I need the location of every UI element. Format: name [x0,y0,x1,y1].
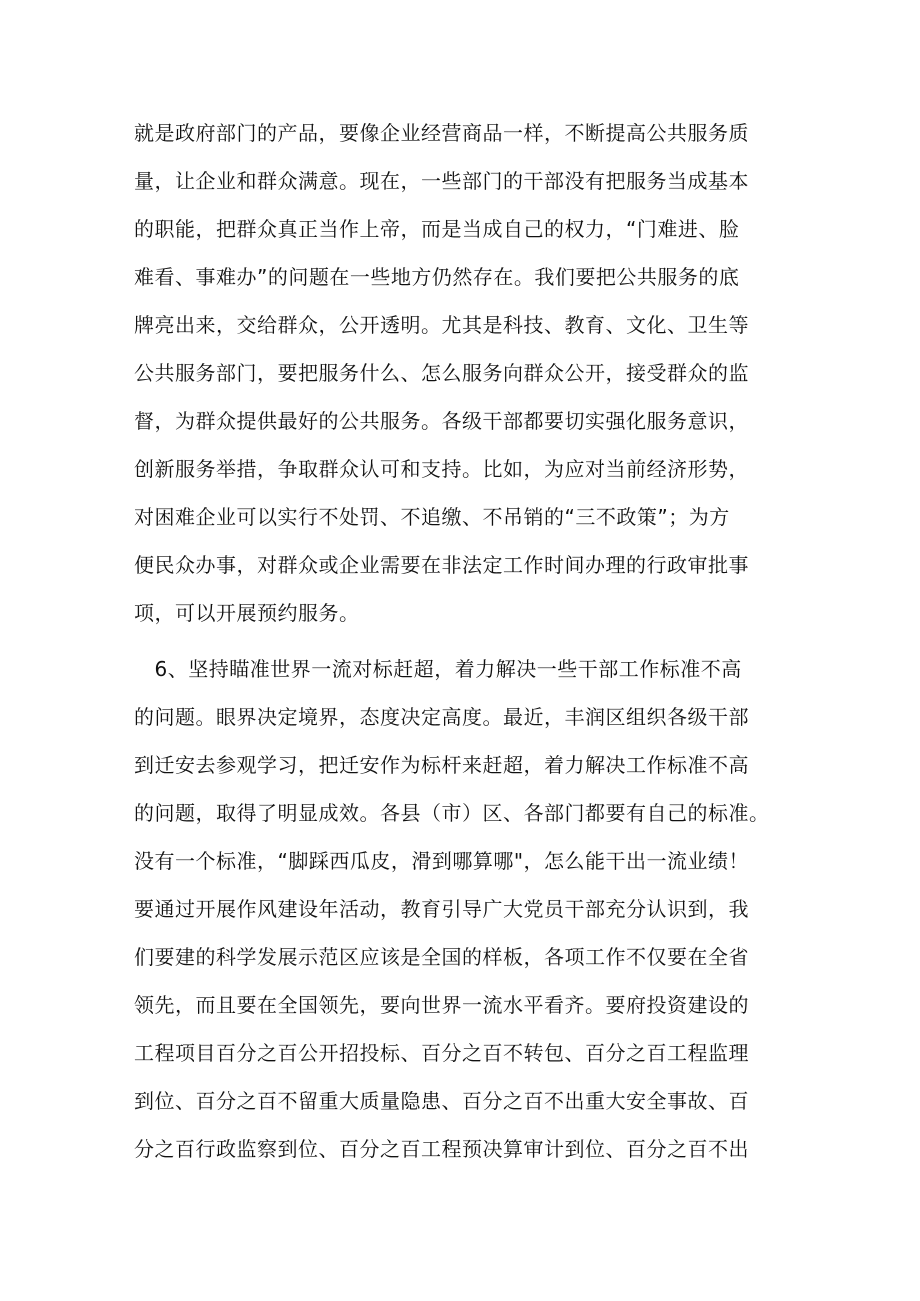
text-line: 督，为群众提供最好的公共服务。各级干部都要切实强化服务意识， [134,409,749,433]
text-line: 创新服务举措，争取群众认可和支持。比如，为应对当前经济形势， [134,457,749,481]
paragraph-2 [134,645,794,1173]
text-line: 到位、百分之百不留重大质量隐患、百分之百不出重大安全事故、百 [134,1089,749,1113]
text-line: 难看、事难办”的问题在一些地方仍然存在。我们要把公共服务的底 [134,265,740,289]
text-line: 便民众办事，对群众或企业需要在非法定工作时间办理的行政审批事 [134,553,749,577]
text-line: 的职能，把群众真正当作上帝，而是当成自己的权力，“门难进、脸 [134,217,740,241]
text-line: 牌亮出来，交给群众，公开透明。尤其是科技、教育、文化、卫生等 [134,313,749,337]
text-line: 的问题。眼界决定境界，态度决定高度。最近，丰润区组织各级干部 [134,705,749,729]
text-line: 6、坚持瞄准世界一流对标赶超，着力解决一些干部工作标准不高 [134,657,742,681]
text-line: 领先，而且要在全国领先，要向世界一流水平看齐。要府投资建设的 [134,993,749,1017]
text-line: 量，让企业和群众满意。现在，一些部门的干部没有把服务当成基本 [134,169,749,193]
text-line: 公共服务部门，要把服务什么、怎么服务向群众公开，接受群众的监 [134,361,749,385]
text-line: 分之百行政监察到位、百分之百工程预决算审计到位、百分之百不出 [134,1137,749,1161]
text-line: 要通过开展作风建设年活动，教育引导广大党员干部充分认识到，我 [134,897,749,921]
text-line: 工程项目百分之百公开招投标、百分之百不转包、百分之百工程监理 [134,1041,749,1065]
paragraph-spacer [134,637,794,645]
document-body [134,109,794,1173]
text-line: 没有一个标准，“脚踩西瓜皮，滑到哪算哪"，怎么能干出一流业绩！ [134,849,750,873]
text-line: 就是政府部门的产品，要像企业经营商品一样，不断提高公共服务质 [134,121,749,145]
paragraph-1 [134,109,794,637]
text-line: 项，可以开展预约服务。 [134,601,360,625]
text-line: 对困难企业可以实行不处罚、不追缴、不吊销的“三不政策”；为方 [134,505,730,529]
text-line: 到迁安去参观学习，把迁安作为标杆来赶超，着力解决工作标准不高 [134,753,749,777]
text-line: 们要建的科学发展示范区应该是全国的样板，各项工作不仅要在全省 [134,945,749,969]
text-line: 的问题，取得了明显成效。各县（市）区、各部门都要有自己的标准。 [134,801,770,825]
